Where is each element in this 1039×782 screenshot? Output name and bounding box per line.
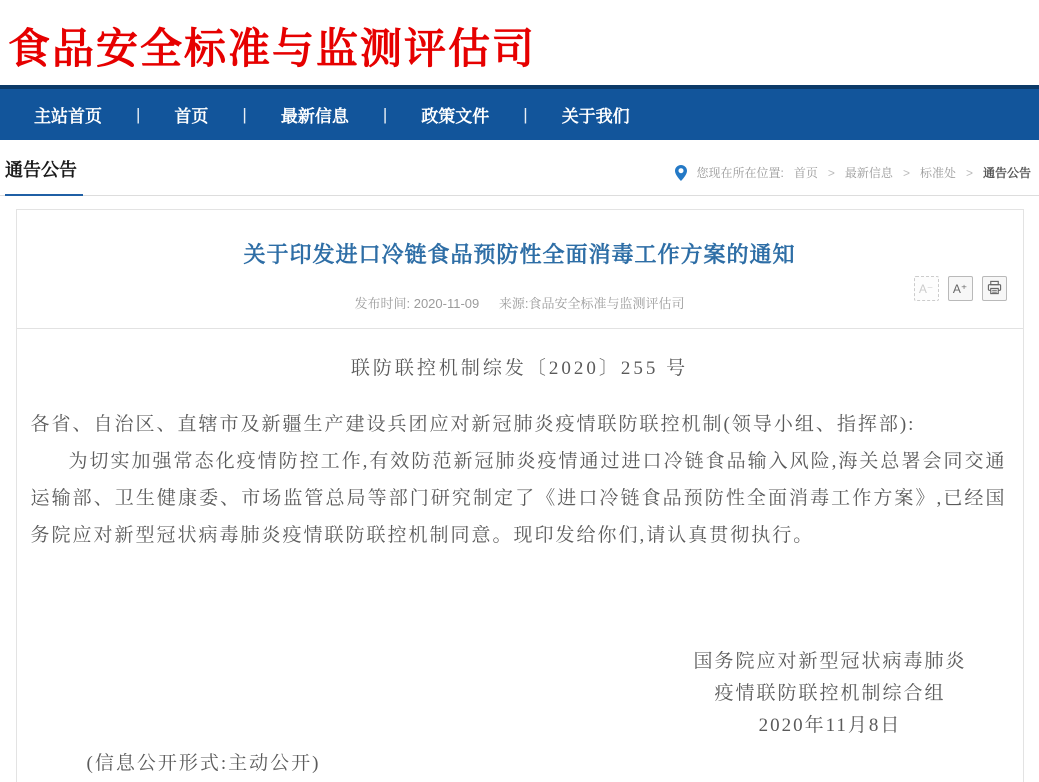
- article-tools: [914, 276, 1007, 301]
- signature-line-1: 国务院应对新型冠状病毒肺炎: [693, 651, 967, 672]
- article-title: 关于印发进口冷链食品预防性全面消毒工作方案的通知: [243, 242, 796, 267]
- publish-time: 发布时间: 2020-11-09: [354, 296, 480, 311]
- breadcrumb-separator: >: [827, 165, 835, 180]
- font-increase-button[interactable]: A⁺: [948, 276, 973, 301]
- nav-item-main-home[interactable]: 主站首页: [34, 107, 102, 126]
- main-nav: [0, 85, 1039, 140]
- site-title: 食品安全标准与监测评估司: [8, 25, 537, 72]
- nav-separator: |: [136, 104, 141, 124]
- breadcrumb-separator: >: [902, 165, 910, 180]
- breadcrumb-prefix: 您现在所在位置:: [696, 166, 784, 180]
- nav-separator: |: [382, 104, 388, 124]
- font-decrease-button[interactable]: A⁻: [914, 276, 939, 301]
- header-divider: [17, 328, 1023, 329]
- signature-line-2: 疫情联防联控机制综合组: [714, 683, 946, 704]
- nav-item-policy-docs[interactable]: 政策文件: [421, 107, 490, 126]
- nav-item-latest-news[interactable]: 最新信息: [280, 107, 349, 126]
- printer-icon: [987, 280, 1002, 298]
- breadcrumb-standards-office[interactable]: 标准处: [919, 166, 956, 180]
- article-container: [16, 209, 1024, 782]
- article-source: 来源:食品安全标准与监测评估司: [498, 296, 685, 311]
- info-disclosure-line: (信息公开形式:主动公开): [86, 753, 321, 774]
- nav-separator: |: [523, 104, 528, 124]
- breadcrumb-bar: [0, 140, 1039, 196]
- breadcrumb-latest-news[interactable]: 最新信息: [844, 166, 893, 180]
- paragraph-addressees: 各省、自治区、直辖市及新疆生产建设兵团应对新冠肺炎疫情联防联控机制(领导小组、指挥部):: [30, 414, 916, 435]
- breadcrumb-current-notices: 通告公告: [982, 166, 1031, 180]
- breadcrumb-home[interactable]: 首页: [793, 166, 818, 180]
- paragraph-main: 为切实加强常态化疫情防控工作,有效防范新冠肺炎疫情通过进口冷链食品输入风险,海关总署会同交通运输部、卫生健康委、市场监管总局等部门研究制定了《进口冷链食品预防性全面消毒工作方案》,已经国务院应对新型冠状病毒肺炎疫情联防联控机制同意。现印发给你们,请认真贯彻执行。: [30, 451, 1007, 546]
- breadcrumb-separator: >: [965, 165, 973, 180]
- print-button[interactable]: [982, 276, 1007, 301]
- document-number: 联防联控机制综发〔2020〕255 号: [350, 358, 689, 379]
- article-body: [31, 406, 1007, 554]
- signature-date: 2020年11月8日: [758, 715, 902, 736]
- article-meta: [17, 293, 1023, 312]
- signature-block: [17, 646, 967, 742]
- location-pin-icon: [675, 165, 687, 181]
- nav-separator: |: [242, 104, 247, 124]
- nav-item-about-us[interactable]: 关于我们: [561, 107, 630, 126]
- site-header: [0, 0, 1039, 85]
- nav-item-home[interactable]: 首页: [174, 107, 209, 126]
- breadcrumb: [675, 164, 1039, 195]
- section-title-notices[interactable]: 通告公告: [5, 156, 83, 196]
